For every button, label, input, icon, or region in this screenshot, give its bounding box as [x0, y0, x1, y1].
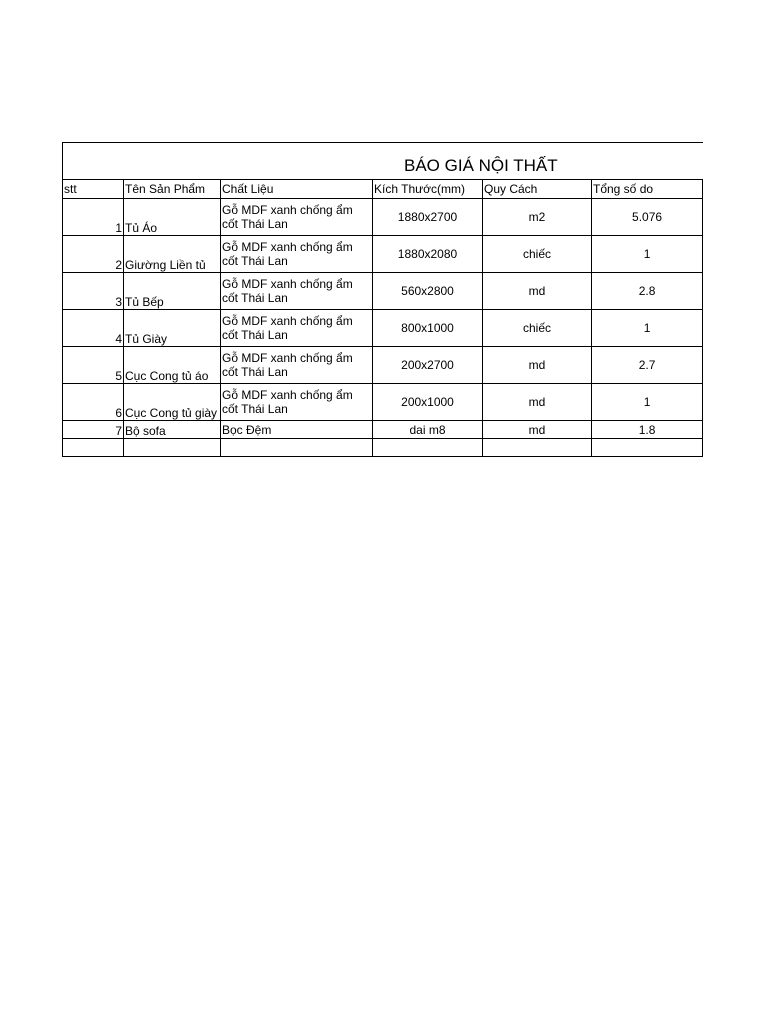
- cell-spec[interactable]: chiếc: [483, 236, 592, 273]
- header-name[interactable]: Tên Sản Phẩm: [124, 180, 221, 199]
- header-stt[interactable]: stt: [63, 180, 124, 199]
- cell-stt[interactable]: 2: [63, 236, 124, 273]
- cell-spec[interactable]: md: [483, 347, 592, 384]
- title-cell[interactable]: [63, 143, 703, 180]
- cell-total[interactable]: 1.8: [592, 421, 703, 439]
- cell-stt[interactable]: 6: [63, 384, 124, 421]
- table-row: [63, 199, 703, 236]
- cell-spec[interactable]: chiếc: [483, 310, 592, 347]
- header-row: [63, 180, 703, 199]
- cell-material[interactable]: Bọc Đệm: [221, 421, 373, 439]
- table-row: [63, 421, 703, 439]
- page-title: BÁO GIÁ NỘI THẤT: [404, 156, 558, 175]
- empty-cell[interactable]: [63, 439, 124, 457]
- empty-cell[interactable]: [221, 439, 373, 457]
- cell-size[interactable]: 1880x2700: [373, 199, 483, 236]
- cell-size[interactable]: 200x1000: [373, 384, 483, 421]
- header-spec[interactable]: Quy Cách: [483, 180, 592, 199]
- quote-table: [62, 142, 703, 457]
- cell-stt[interactable]: 4: [63, 310, 124, 347]
- empty-cell[interactable]: [124, 439, 221, 457]
- table-row: [63, 347, 703, 384]
- title-row: [63, 143, 703, 180]
- empty-row: [63, 439, 703, 457]
- cell-size[interactable]: 560x2800: [373, 273, 483, 310]
- empty-cell[interactable]: [373, 439, 483, 457]
- cell-spec[interactable]: md: [483, 421, 592, 439]
- cell-spec[interactable]: md: [483, 384, 592, 421]
- cell-name[interactable]: Tủ Áo: [124, 199, 221, 236]
- table-row: [63, 310, 703, 347]
- cell-spec[interactable]: m2: [483, 199, 592, 236]
- header-size[interactable]: Kích Thước(mm): [373, 180, 483, 199]
- cell-material[interactable]: Gỗ MDF xanh chống ẩm cốt Thái Lan: [221, 273, 373, 310]
- cell-material[interactable]: Gỗ MDF xanh chống ẩm cốt Thái Lan: [221, 384, 373, 421]
- cell-material[interactable]: Gỗ MDF xanh chống ẩm cốt Thái Lan: [221, 310, 373, 347]
- cell-stt[interactable]: 7: [63, 421, 124, 439]
- cell-total[interactable]: 5.076: [592, 199, 703, 236]
- cell-name[interactable]: Giường Liền tủ: [124, 236, 221, 273]
- cell-name[interactable]: Cục Cong tủ áo: [124, 347, 221, 384]
- cell-total[interactable]: 1: [592, 384, 703, 421]
- cell-material[interactable]: Gỗ MDF xanh chống ẩm cốt Thái Lan: [221, 236, 373, 273]
- cell-total[interactable]: 1: [592, 310, 703, 347]
- header-total[interactable]: Tổng số do: [592, 180, 703, 199]
- cell-stt[interactable]: 5: [63, 347, 124, 384]
- cell-spec[interactable]: md: [483, 273, 592, 310]
- cell-total[interactable]: 1: [592, 236, 703, 273]
- empty-cell[interactable]: [483, 439, 592, 457]
- table-row: [63, 273, 703, 310]
- cell-size[interactable]: dai m8: [373, 421, 483, 439]
- cell-stt[interactable]: 3: [63, 273, 124, 310]
- table-row: [63, 236, 703, 273]
- table-row: [63, 384, 703, 421]
- cell-size[interactable]: 200x2700: [373, 347, 483, 384]
- cell-name[interactable]: Cục Cong tủ giày: [124, 384, 221, 421]
- cell-name[interactable]: Tủ Giày: [124, 310, 221, 347]
- cell-size[interactable]: 1880x2080: [373, 236, 483, 273]
- cell-total[interactable]: 2.8: [592, 273, 703, 310]
- cell-stt[interactable]: 1: [63, 199, 124, 236]
- empty-cell[interactable]: [592, 439, 703, 457]
- cell-material[interactable]: Gỗ MDF xanh chống ẩm cốt Thái Lan: [221, 199, 373, 236]
- cell-size[interactable]: 800x1000: [373, 310, 483, 347]
- cell-total[interactable]: 2.7: [592, 347, 703, 384]
- header-material[interactable]: Chất Liệu: [221, 180, 373, 199]
- cell-name[interactable]: Tủ Bếp: [124, 273, 221, 310]
- cell-name[interactable]: Bộ sofa: [124, 421, 221, 439]
- cell-material[interactable]: Gỗ MDF xanh chống ẩm cốt Thái Lan: [221, 347, 373, 384]
